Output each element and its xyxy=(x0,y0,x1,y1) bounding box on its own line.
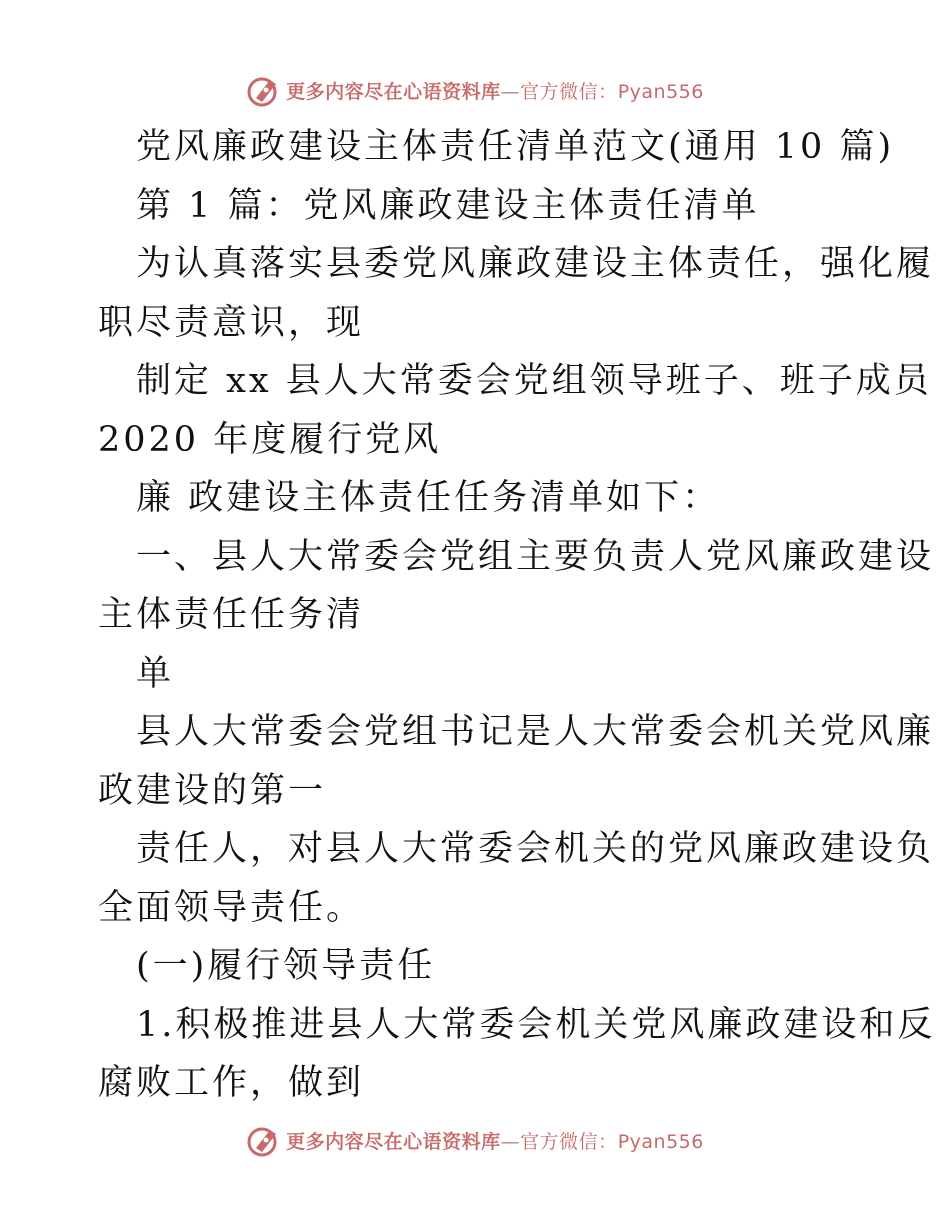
document-body xyxy=(98,118,936,1113)
header-watermark xyxy=(0,70,950,110)
paragraph-line: 主体责任任务清 xyxy=(98,595,365,635)
document-title: 党风廉政建设主体责任清单范文(通用 10 篇) xyxy=(136,127,895,167)
paragraph-line: 腐败工作，做到 xyxy=(98,1063,365,1103)
paragraph-line: 县人大常委会党组书记是人大常委会机关党风廉 xyxy=(136,712,935,752)
subsection-heading: (一)履行领导责任 xyxy=(136,946,436,986)
watermark-wechat-label: 官方微信： xyxy=(520,1130,618,1153)
paragraph-line: 为认真落实县委党风廉政建设主体责任，强化履 xyxy=(136,244,935,284)
watermark-site-text: 更多内容尽在心语资料库 xyxy=(286,80,501,103)
paragraph-line: 廉 政建设主体责任任务清单如下： xyxy=(136,478,721,518)
paragraph-line: 一、县人大常委会党组主要负责人党风廉政建设 xyxy=(136,536,935,577)
paragraph-line: 全面领导责任。 xyxy=(98,887,365,928)
footer-watermark xyxy=(0,1120,950,1160)
pen-nib-circle-icon xyxy=(246,72,282,108)
paragraph-line: 政建设的第一 xyxy=(98,770,327,811)
paragraph-line: 2020 年度履行党风 xyxy=(98,419,442,460)
paragraph-line: 职尽责意识，现 xyxy=(98,302,365,343)
section-heading: 第 1 篇：党风廉政建设主体责任清单 xyxy=(136,185,760,226)
watermark-site-text: 更多内容尽在心语资料库 xyxy=(286,1130,501,1153)
watermark-separator: — xyxy=(500,80,521,103)
watermark-wechat-label: 官方微信： xyxy=(520,80,618,103)
paragraph-line: 单 xyxy=(136,653,175,694)
paragraph-line: 责任人，对县人大常委会机关的党风廉政建设负 xyxy=(136,829,935,869)
paragraph-line: 1.积极推进县人大常委会机关党风廉政建设和反 xyxy=(136,1004,936,1045)
paragraph-line: 制定 xx 县人大常委会党组领导班子、班子成员 xyxy=(136,361,932,401)
pen-nib-circle-icon xyxy=(246,1122,282,1158)
watermark-wechat-id: Pyan556 xyxy=(617,1130,704,1153)
watermark-wechat-id: Pyan556 xyxy=(617,80,704,103)
watermark-separator: — xyxy=(500,1130,521,1153)
